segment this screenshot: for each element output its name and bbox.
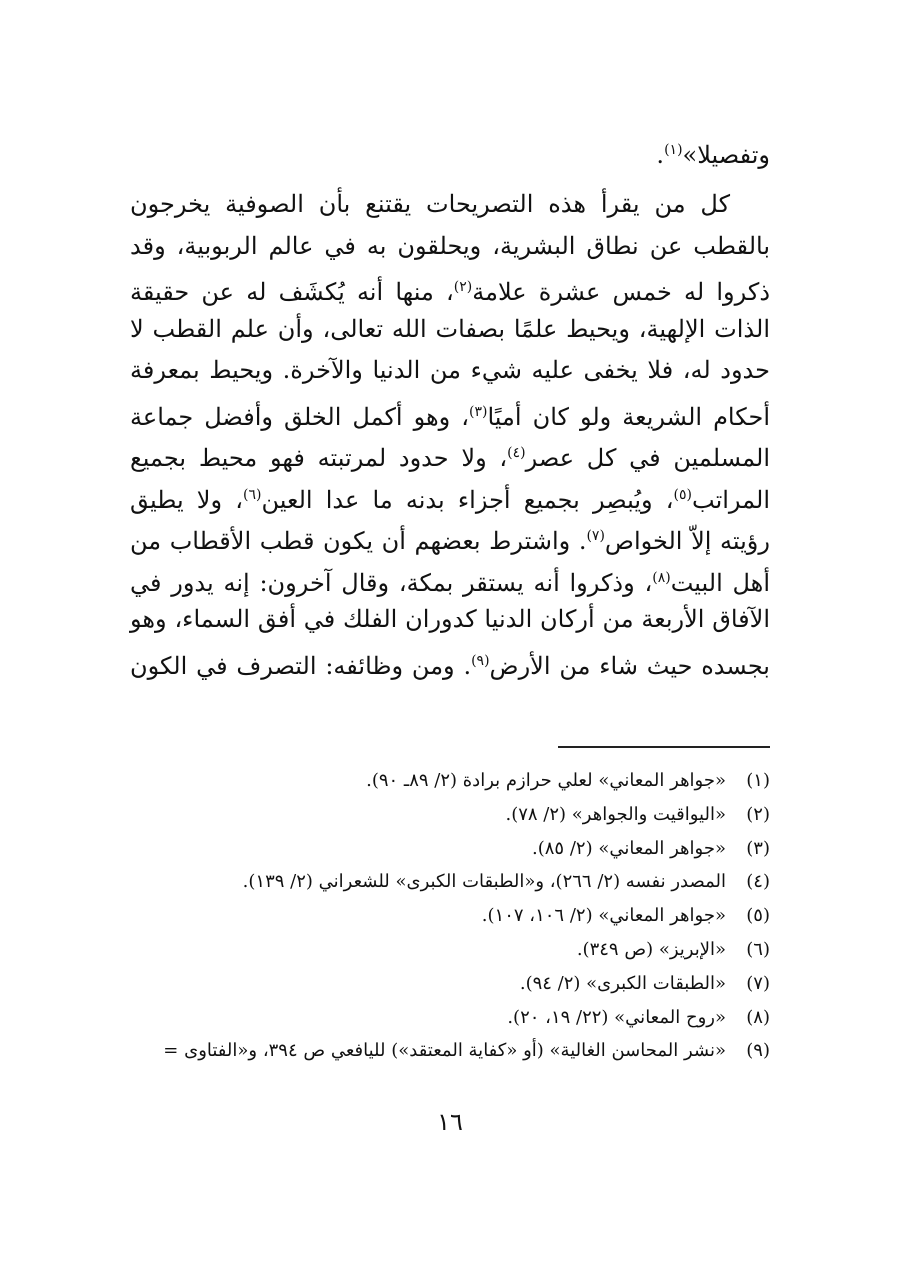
line-text: ، ولا حدود لمرتبته فهو محيط بجميع [130,444,508,472]
footnote-number: (٨) [746,1006,770,1028]
footnote-ref: (١) [664,142,683,158]
footnote-ref: (٣) [469,403,488,420]
line-text: المراتب [692,485,771,514]
line-text: كل من يقرأ هذه التصريحات يقتنع بأن الصوفية يخرجون [130,190,730,218]
line-text: أهل البيت [670,568,771,597]
paragraph-line [130,475,770,517]
line-text: الذات الإلهية، ويحيط علمًا بصفات الله تعالى، وأن علم القطب لا [130,314,770,343]
footnote-item [110,1034,770,1068]
line-text: أحكام الشريعة ولو كان أميًا [487,402,770,431]
line-text: بجسده حيث شاء من الأرض [489,651,770,680]
paragraph-line [130,267,770,309]
continuation-line [130,128,770,177]
line-text: ، ويُبصِر بجميع أجزاء بدنه ما عدا العين [261,485,674,514]
footnote-item [110,798,770,832]
footnote-ref: (٦) [243,486,262,503]
paragraph-line [130,433,770,475]
footnote-number: (٣) [746,837,770,859]
footnote-item [110,832,770,866]
footnote-item [110,933,770,967]
footnote-ref: (٩) [471,652,490,669]
footnote-text: «الإبريز» (ص ٣٤٩). [576,938,726,960]
footnote-number: (٩) [746,1040,770,1062]
footnote-item [110,899,770,933]
footnote-text: «جواهر المعاني» (٢/ ٨٥). [532,837,726,859]
paragraph-line [130,392,770,434]
footnotes-list [110,764,770,1068]
footnote-ref: (٤) [507,445,526,461]
footnote-number: (٢) [746,803,770,825]
footnote-text: «جواهر المعاني» (٢/ ١٠٦، ١٠٧). [481,905,726,927]
line-text: . واشترط بعضهم أن يكون قطب الأقطاب من [130,527,587,555]
footnote-ref: (٢) [453,279,473,295]
footnote-number: (١) [746,770,770,791]
footnote-number: (٧) [746,972,770,994]
line-text: المسلمين في كل عصر [525,444,770,472]
footnote-text: «اليواقيت والجواهر» (٢/ ٧٨). [505,803,726,825]
paragraph-line [130,350,770,392]
paragraph-line [130,184,770,226]
footnote-text: المصدر نفسه (٢/ ٢٦٦)، و«الطبقات الكبرى» للشعراني (٢/ ١٣٩). [242,871,726,893]
paragraph-line [130,558,770,600]
footnote-number: (٤) [746,871,770,893]
footnote-item [110,764,770,798]
footnote-number: (٥) [746,905,770,927]
line-text: ، وهو أكمل الخلق وأفضل جماعة [130,402,470,431]
line-text: رؤيته إلاّ الخواص [604,527,770,555]
footnote-item [110,865,770,899]
footnote-ref: (٥) [673,486,692,503]
line-text: ذكروا له خمس عشرة علامة [472,278,771,306]
footnote-text: «الطبقات الكبرى» (٢/ ٩٤). [519,972,726,994]
line-text: ، وذكروا أنه يستقر بمكة، وقال آخرون: إنه يدور في [130,568,653,597]
footnote-item [110,967,770,1001]
footnote-text: «روح المعاني» (٢٢/ ١٩، ٢٠). [507,1006,726,1028]
paragraph-line [130,309,770,351]
footnote-text: «جواهر المعاني» لعلي حرازم برادة (٢/ ٨٩ـ ٩٠). [366,770,726,791]
line-text: حدود له، فلا يخفى عليه شيء من الدنيا والآخرة. ويحيط بمعرفة [130,356,770,384]
footnote-text: «نشر المحاسن الغالية» (أو «كفاية المعتقد») لليافعي ص ٣٩٤، و«الفتاوى = [163,1040,726,1062]
line-text: ، منها أنه يُكشَف له عن حقيقة [130,278,454,306]
footnote-ref: (٧) [586,528,605,544]
footnote-ref: (٨) [652,569,671,586]
continuation-text: وتفصيلا» [682,141,770,169]
page-number: ١٦ [437,1108,463,1136]
footnote-number: (٦) [746,938,770,960]
paragraph-line [130,599,770,641]
line-text: ، ولا يطيق [130,485,244,514]
line-text: الآفاق الأربعة من أركان الدنيا كدوران الفلك في أفق السماء، وهو [130,605,770,633]
continuation-period: . [656,141,665,169]
paragraph-line [130,226,770,268]
footnote-divider [558,746,770,748]
paragraph-line [130,516,770,558]
paragraph-line [130,641,770,683]
footnote-item [110,1001,770,1035]
body-paragraph [130,184,770,682]
line-text: بالقطب عن نطاق البشرية، ويحلقون به في عالم الربوبية، وقد [130,231,770,260]
line-text: . ومن وظائفه: التصرف في الكون [130,651,472,680]
